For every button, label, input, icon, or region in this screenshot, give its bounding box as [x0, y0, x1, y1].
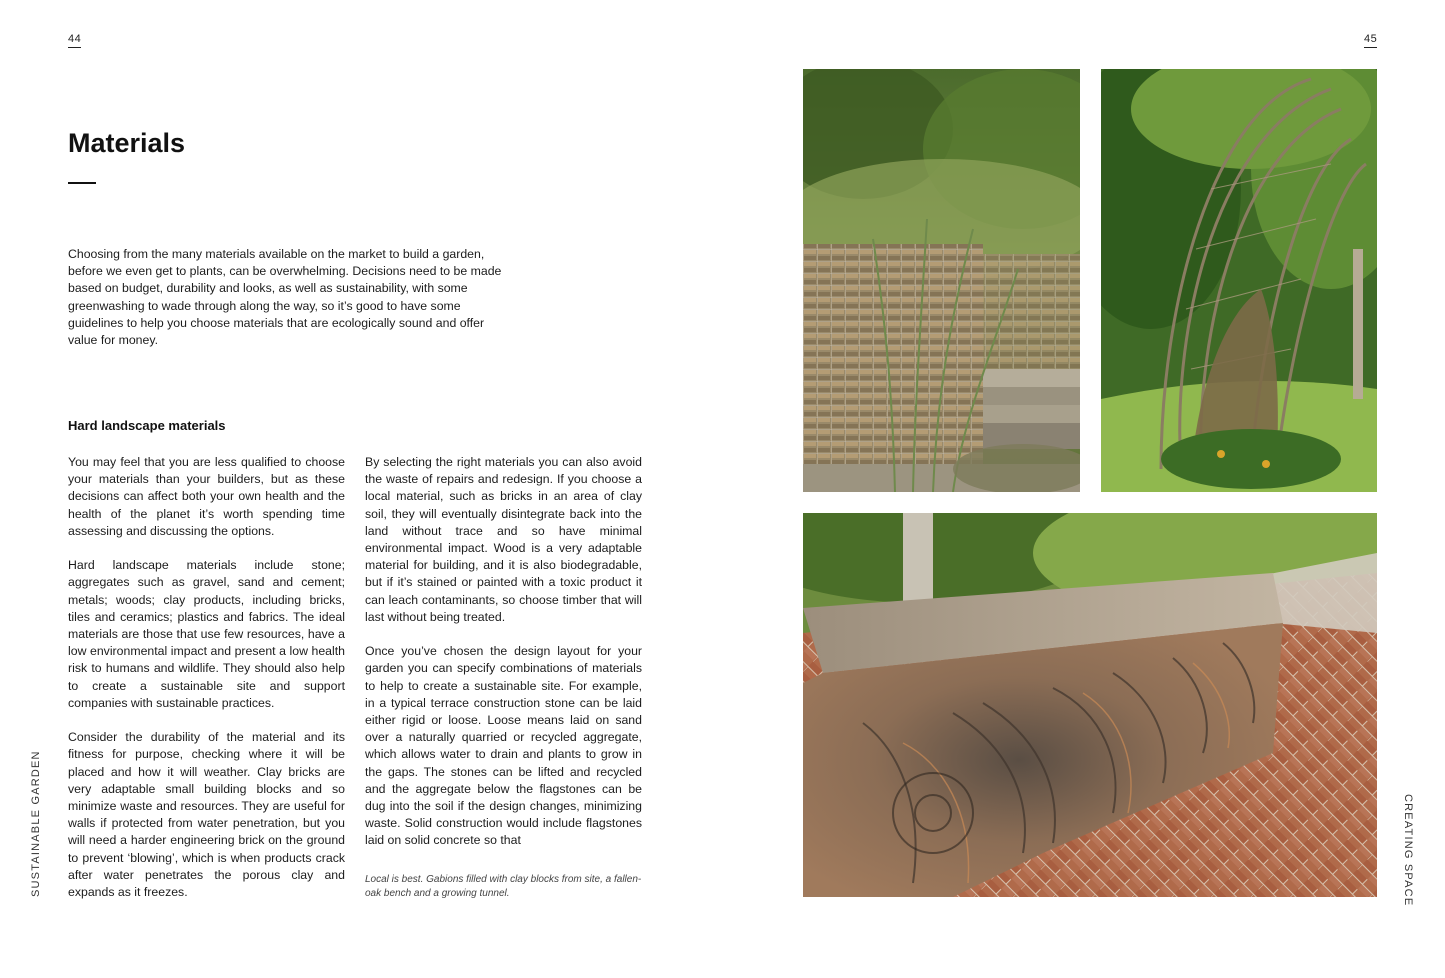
side-label-right: CREATING SPACE — [1402, 794, 1414, 907]
oak-bench-photo — [803, 513, 1377, 897]
page-number-left: 44 — [68, 33, 81, 48]
section-heading: Hard landscape materials — [68, 418, 226, 433]
text-column-1 — [68, 454, 345, 918]
column-1-paragraph-1: You may feel that you are less qualified to choose your materials than your builders, but as these decisions can affect both your own health and the health of the planet it’s worth spending time assessing and discussing the options. — [68, 455, 345, 538]
column-1-paragraph-2: Hard landscape materials include stone; aggregates such as gravel, sand and cement; metals; woods; clay products, including bricks, tiles and ceramics; plastics and fabrics. The ideal materials are those that use few resources, have a low environmental impact and present a low health risk to humans and wildlife. They should also help to create a sustainable site and support companies with sustainable practices. — [68, 558, 345, 710]
growing-tunnel-photo — [1101, 69, 1377, 492]
gabion-wall-photo — [803, 69, 1080, 492]
title-rule — [68, 182, 96, 184]
page-number-right: 45 — [1364, 33, 1377, 48]
intro-paragraph: Choosing from the many materials available on the market to build a garden, before we even get to plants, can be overwhelming. Decisions need to be made based on budget, durability and looks, as well as sustainability, with some greenwashing to wade through along the way, so it’s good to have some guidelines to help you choose materials that are ecologically sound and offer value for money. — [68, 247, 502, 348]
side-label-left: SUSTAINABLE GARDEN — [30, 750, 42, 897]
column-2-paragraph-1: By selecting the right materials you can also avoid the waste of repairs and redesign. If you choose a local material, such as bricks in an area of clay soil, they will eventually disintegrate back into the land without trace and so have minimal environmental impact. Wood is a very adaptable material for building, and it is also biodegradable, but if it’s stained or painted with a toxic product it can leach contaminants, so choose timber that will last without being treated. — [365, 455, 642, 624]
photo-caption: Local is best. Gabions filled with clay blocks from site, a fallen-oak bench and a growing tunnel. — [365, 874, 642, 899]
column-1-paragraph-3: Consider the durability of the material and its fitness for purpose, checking where it will be placed and how it will weather. Clay bricks are very adaptable small building blocks and so minimize waste and resources. They are useful for walls if protected from water penetration, but you will need a harder engineering brick on the ground to prevent ‘blowing’, which is when products crack after water penetrates the porous clay and expands as it freezes. — [68, 730, 345, 900]
text-column-2 — [365, 454, 642, 867]
page-title: Materials — [68, 128, 186, 158]
column-2-paragraph-2: Once you’ve chosen the design layout for your garden you can specify combinations of materials to help to create a sustainable site. For example, in a typical terrace construction stone can be laid either rigid or loose. Loose means laid on sand over a naturally quarried or recycled aggregate, which allows water to drain and plants to grow in the gaps. The stones can be lifted and recycled and the aggregate below the flagstones can be dug into the soil if the design changes, minimizing waste. Solid construction would include flagstones laid on solid concrete so that — [365, 644, 642, 848]
